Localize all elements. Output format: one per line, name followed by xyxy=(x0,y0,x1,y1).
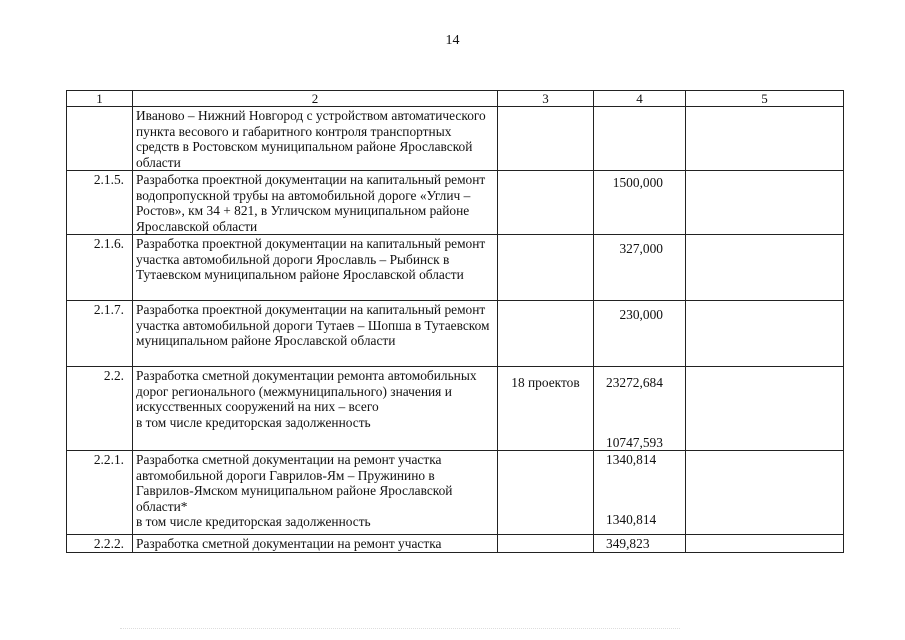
row-description-sub: в том числе кредиторская задолженность xyxy=(136,414,371,430)
row-amount-debt: 10747,593 xyxy=(606,434,663,450)
row-description: Разработка сметной документации на ремонт участка xyxy=(133,535,498,553)
row-description: Иваново – Нижний Новгород с устройством автоматического пункта весового и габаритного контроля транспортных средств в Ростовском муниципальном районе Ярославской области xyxy=(133,107,498,171)
row-number: 2.2. xyxy=(67,367,133,451)
column-header: 4 xyxy=(594,91,686,107)
row-description xyxy=(133,367,498,451)
row-note xyxy=(686,235,844,301)
column-header: 1 xyxy=(67,91,133,107)
row-amount xyxy=(594,451,686,535)
row-description xyxy=(133,451,498,535)
row-amount xyxy=(594,107,686,171)
page-number: 14 xyxy=(445,33,460,48)
row-amount: 349,823 xyxy=(594,535,686,553)
budget-table xyxy=(66,90,844,553)
row-quantity xyxy=(498,107,594,171)
row-number: 2.1.7. xyxy=(67,301,133,367)
row-number: 2.2.2. xyxy=(67,535,133,553)
row-amount: 1500,000 xyxy=(594,171,686,235)
row-amount xyxy=(594,367,686,451)
scan-artifact-line xyxy=(120,628,680,631)
row-note xyxy=(686,535,844,553)
row-number: 2.2.1. xyxy=(67,451,133,535)
row-note xyxy=(686,171,844,235)
row-quantity xyxy=(498,171,594,235)
row-amount-total: 23272,684 xyxy=(606,375,663,390)
row-note xyxy=(686,301,844,367)
row-description-main: Разработка сметной документации на ремонт участка автомобильной дороги Гаврилов-Ям – Пружинино в Гаврилов-Ямском муниципальном районе Ярославской области* xyxy=(136,452,453,514)
row-description-sub: в том числе кредиторская задолженность xyxy=(136,514,371,529)
row-description: Разработка проектной документации на капитальный ремонт водопропускной трубы на автомобильной дороге «Углич – Ростов», км 34 + 821, в Угличском муниципальном районе Ярославской области xyxy=(133,171,498,235)
table-header-row xyxy=(67,91,844,107)
column-header: 5 xyxy=(686,91,844,107)
table-row xyxy=(67,535,844,553)
row-amount-debt: 1340,814 xyxy=(606,511,657,527)
row-quantity: 18 проектов xyxy=(498,367,594,451)
row-amount-total: 1340,814 xyxy=(606,452,657,467)
table-row xyxy=(67,367,844,451)
table-row xyxy=(67,451,844,535)
row-quantity xyxy=(498,535,594,553)
table-row xyxy=(67,235,844,301)
row-number: 2.1.5. xyxy=(67,171,133,235)
row-description: Разработка проектной документации на капитальный ремонт участка автомобильной дороги Ярославль – Рыбинск в Тутаевском муниципальном районе Ярославской области xyxy=(133,235,498,301)
column-header: 2 xyxy=(133,91,498,107)
row-quantity xyxy=(498,301,594,367)
table-row xyxy=(67,107,844,171)
row-description: Разработка проектной документации на капитальный ремонт участка автомобильной дороги Тутаев – Шопша в Тутаевском муниципальном районе Ярославской области xyxy=(133,301,498,367)
row-note xyxy=(686,107,844,171)
row-description-main: Разработка сметной документации ремонта автомобильных дорог регионального (межмуниципального) значения и искусственных сооружений на них – всего xyxy=(136,368,477,414)
row-note xyxy=(686,451,844,535)
row-note xyxy=(686,367,844,451)
table-row xyxy=(67,301,844,367)
row-number xyxy=(67,107,133,171)
row-quantity xyxy=(498,451,594,535)
row-number: 2.1.6. xyxy=(67,235,133,301)
table-row xyxy=(67,171,844,235)
column-header: 3 xyxy=(498,91,594,107)
row-amount: 327,000 xyxy=(594,235,686,301)
row-quantity xyxy=(498,235,594,301)
row-amount: 230,000 xyxy=(594,301,686,367)
